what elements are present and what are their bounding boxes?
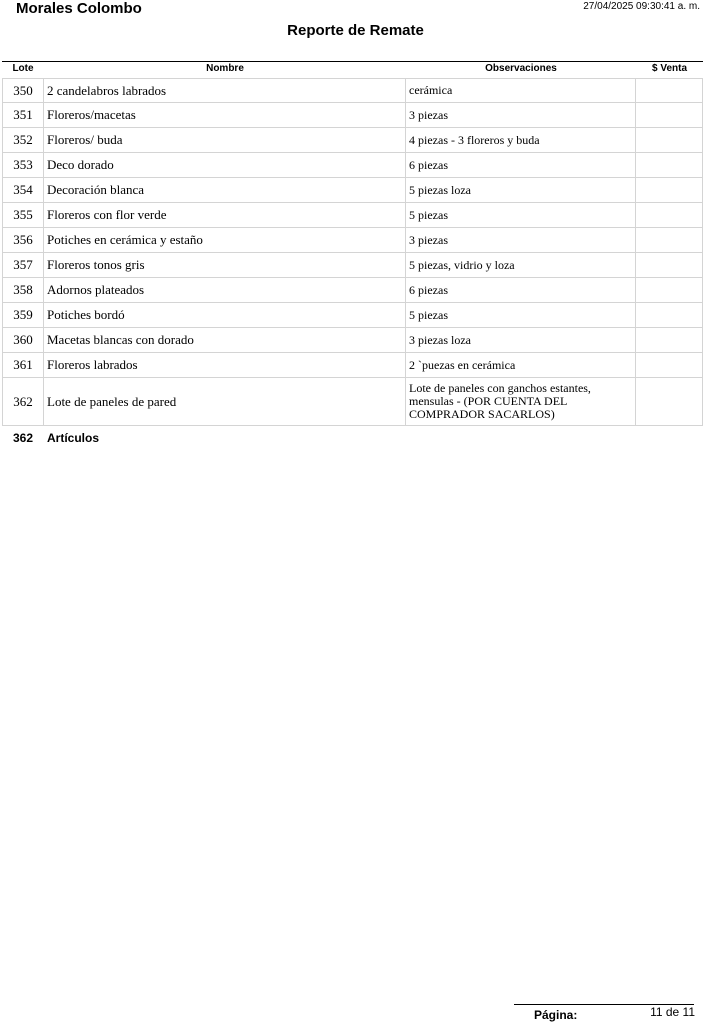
lote-cell: 356 [2, 228, 44, 252]
table-row [2, 303, 703, 328]
report-title: Reporte de Remate [287, 22, 424, 39]
nombre-cell: 2 candelabros labrados [44, 79, 406, 102]
lote-cell: 358 [2, 278, 44, 302]
observaciones-cell: 6 piezas [406, 153, 636, 177]
lote-cell: 353 [2, 153, 44, 177]
observaciones-cell: 6 piezas [406, 278, 636, 302]
table-row [2, 328, 703, 353]
nombre-cell: Lote de paneles de pared [44, 378, 406, 425]
table-row [2, 103, 703, 128]
venta-cell [636, 178, 703, 202]
observaciones-cell: 5 piezas loza [406, 178, 636, 202]
observaciones-cell: 5 piezas, vidrio y loza [406, 253, 636, 277]
nombre-cell: Floreros/macetas [44, 103, 406, 127]
table-row [2, 78, 703, 103]
observaciones-cell: 2 `puezas en cerámica [406, 353, 636, 377]
observaciones-cell: 3 piezas [406, 103, 636, 127]
lote-cell: 350 [2, 79, 44, 102]
column-header-venta: $ Venta [651, 63, 688, 74]
lote-cell: 359 [2, 303, 44, 327]
page-number: 11 de 11 [650, 1005, 695, 1019]
observaciones-cell: cerámica [406, 79, 636, 102]
venta-cell [636, 103, 703, 127]
nombre-cell: Floreros con flor verde [44, 203, 406, 227]
nombre-cell: Floreros labrados [44, 353, 406, 377]
page-label: Página: [534, 1008, 578, 1022]
table-row [2, 228, 703, 253]
lote-cell: 352 [2, 128, 44, 152]
venta-cell [636, 328, 703, 352]
table-row [2, 153, 703, 178]
lote-cell: 360 [2, 328, 44, 352]
venta-cell [636, 128, 703, 152]
column-header-observaciones: Observaciones [485, 63, 557, 74]
observaciones-cell: Lote de paneles con ganchos estantes, mensulas - (POR CUENTA DEL COMPRADOR SACARLOS) [406, 378, 636, 425]
venta-cell [636, 353, 703, 377]
venta-cell [636, 153, 703, 177]
lote-cell: 355 [2, 203, 44, 227]
lote-cell: 351 [2, 103, 44, 127]
nombre-cell: Adornos plateados [44, 278, 406, 302]
observaciones-cell: 3 piezas [406, 228, 636, 252]
lot-table [2, 78, 703, 426]
table-row [2, 278, 703, 303]
lote-cell: 361 [2, 353, 44, 377]
nombre-cell: Floreros/ buda [44, 128, 406, 152]
venta-cell [636, 228, 703, 252]
nombre-cell: Macetas blancas con dorado [44, 328, 406, 352]
table-row [2, 178, 703, 203]
total-label: Artículos [47, 431, 100, 445]
venta-cell [636, 278, 703, 302]
lote-cell: 354 [2, 178, 44, 202]
observaciones-cell: 5 piezas [406, 203, 636, 227]
table-row [2, 378, 703, 426]
total-count: 362 [12, 431, 34, 445]
column-header-lote: Lote [12, 63, 34, 74]
venta-cell [636, 203, 703, 227]
table-row [2, 128, 703, 153]
venta-cell [636, 79, 703, 102]
table-row [2, 253, 703, 278]
lote-cell: 357 [2, 253, 44, 277]
totals-row [2, 430, 703, 446]
venta-cell [636, 303, 703, 327]
column-headers [2, 62, 703, 75]
column-header-nombre: Nombre [206, 63, 244, 74]
observaciones-cell: 4 piezas - 3 floreros y buda [406, 128, 636, 152]
venta-cell [636, 378, 703, 425]
report-timestamp: 27/04/2025 09:30:41 a. m. [583, 1, 700, 12]
observaciones-cell: 5 piezas [406, 303, 636, 327]
nombre-cell: Deco dorado [44, 153, 406, 177]
table-row [2, 203, 703, 228]
venta-cell [636, 253, 703, 277]
nombre-cell: Decoración blanca [44, 178, 406, 202]
table-row [2, 353, 703, 378]
nombre-cell: Potiches en cerámica y estaño [44, 228, 406, 252]
nombre-cell: Potiches bordó [44, 303, 406, 327]
nombre-cell: Floreros tonos gris [44, 253, 406, 277]
company-name: Morales Colombo [16, 0, 142, 17]
observaciones-cell: 3 piezas loza [406, 328, 636, 352]
lote-cell: 362 [2, 378, 44, 425]
